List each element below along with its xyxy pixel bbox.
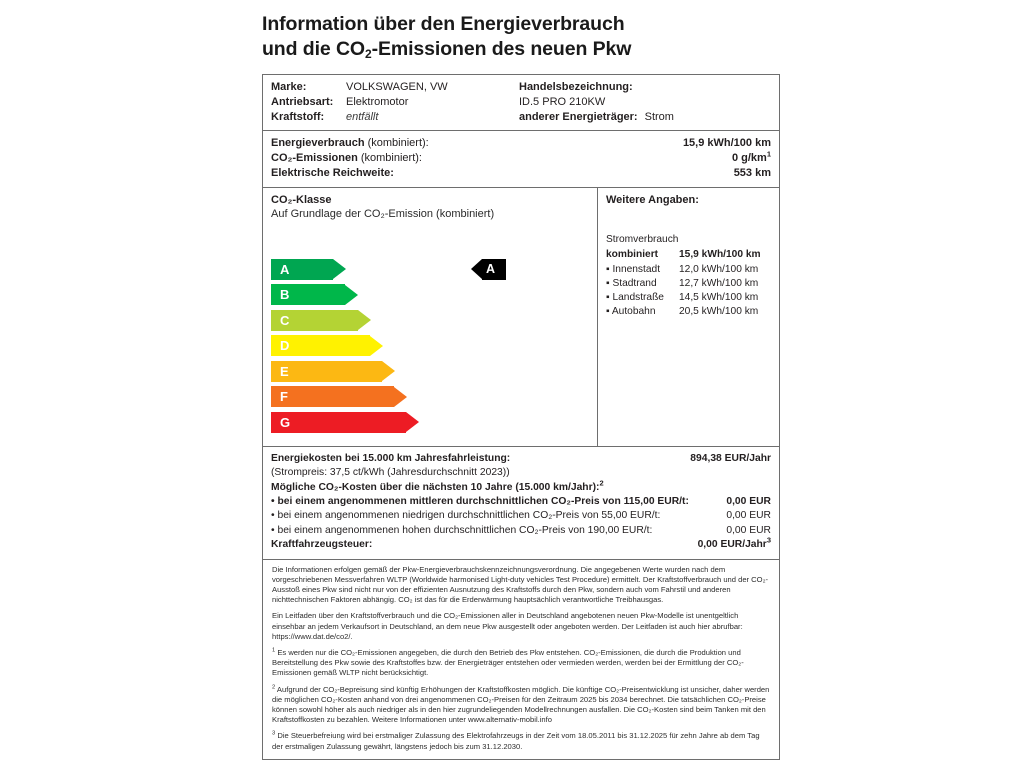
co2-cost-label: • bei einem angenommenen mittleren durchschnittlichen CO₂-Preis von 115,00 EUR/t: [271, 496, 689, 507]
marker-arrow-tip [471, 259, 482, 279]
bar-body [271, 412, 406, 433]
consumption-label [271, 151, 422, 166]
further-info-value: 14,5 kWh/100 km [679, 292, 759, 304]
title-line-2-part-b: -Emissionen des neuen Pkw [371, 38, 632, 60]
further-info-key: ▪ Autobahn [606, 306, 656, 318]
further-info-row [606, 277, 771, 291]
further-info-row [606, 248, 771, 262]
consumption-value: 553 km [733, 166, 771, 179]
further-info-value: 12,7 kWh/100 km [679, 277, 759, 289]
bar-arrow-tip [382, 361, 395, 381]
co2-class-bar-row [271, 361, 591, 382]
footnote-marker: 2 [599, 478, 604, 488]
page-title [262, 12, 782, 64]
consumption-row [271, 136, 771, 151]
bar-body [271, 310, 358, 331]
energietraeger-label: anderer Energieträger: [519, 110, 638, 123]
further-info-key: ▪ Stadtrand [606, 277, 657, 289]
electricity-price-note-row [271, 466, 771, 480]
further-info-key: ▪ Landstraße [606, 292, 664, 304]
footnote-1-text: Es werden nur die CO₂-Emissionen angegeben, die durch den Betrieb des Pkw entstehen. CO₂-Emissionen, die durch die Produktion und Bereitstellung des Pkw sowie des Kraftstoffes bzw. der Energieträger entstehen oder vermieden werden, werden bei der Ermittlung der CO₂-Emissionen gemäß WLTP nicht berücksichtigt. [272, 648, 744, 678]
marker-letter: A [486, 262, 496, 277]
consumption-label-bold: Elektrische Reichweite: [271, 166, 394, 179]
co2-cost-label: • bei einem angenommenen hohen durchschnittlichen CO₂-Preis von 190,00 EUR/t: [271, 524, 653, 536]
vehicle-identity-section [263, 75, 779, 131]
title-line-2 [262, 37, 782, 64]
further-info-title: Weitere Angaben: [606, 193, 699, 206]
co2-class-bar-f [271, 386, 591, 407]
bar-letter: E [280, 363, 289, 379]
identity-marke [271, 80, 519, 95]
co2-class-bar-e [271, 361, 591, 382]
further-info-row [606, 263, 771, 277]
bar-letter: G [280, 414, 291, 430]
bar-letter: B [280, 287, 290, 303]
consumption-row [271, 151, 771, 166]
co2-class-panel [263, 188, 598, 446]
further-info-key: ▪ Innenstadt [606, 263, 661, 275]
identity-energietraeger [519, 110, 771, 125]
co2-class-bar-c [271, 310, 591, 331]
co2-cost-label: • bei einem angenommenen niedrigen durchschnittlichen CO₂-Preis von 55,00 EUR/t: [271, 510, 661, 522]
footnote-marker: 3 [766, 535, 771, 545]
fineprint-paragraph-1: Die Informationen erfolgen gemäß der Pkw-Energieverbrauchskennzeichnungsverordnung. Die angegebenen Werte wurden nach dem vorgeschriebenen Messverfahren WLTP (Worldwide harmonised Light-duty vehicles Test Procedure) ermittelt. Der Kraftstoffverbrauch und der CO₂-Ausstoß eines Pkw sind nicht nur von der effizienten Ausnutzung des Kraftstoffs durch den Pkw, sondern auch vom Fahrstil und anderen nichttechnischen Faktoren abhängig. CO₂ ist das für die Erderwärmung hauptsächlich verantwortliche Treibhausgas. [272, 564, 769, 605]
co2-cost-value: 0,00 EUR [726, 510, 771, 522]
co2-cost-heading-text: Mögliche CO₂-Kosten über die nächsten 10 Jahre (15.000 km/Jahr): [271, 481, 600, 493]
further-info-key: kombiniert [606, 249, 659, 261]
co2-cost-value: 0,00 EUR [726, 496, 771, 507]
consumption-row [271, 166, 771, 181]
further-info-subtitle: Stromverbrauch [606, 234, 679, 246]
bar-body [271, 284, 345, 305]
co2-class-bar-chart [271, 259, 591, 438]
bar-arrow-tip [394, 387, 407, 407]
vehicle-tax-label: Kraftfahrzeugsteuer: [271, 539, 373, 551]
footnote-3-text: Die Steuerbefreiung wird bei erstmaliger Zulassung des Elektrofahrzeugs in der Zeit vom 18.05.2011 bis 31.12.2025 für zehn Jahre ab dem Tag der erstmaligen Zulassung gewährt, längstens jedoch bis zum 31.12.2030. [272, 731, 760, 751]
marker-body [482, 259, 506, 280]
marke-label: Marke: [271, 81, 307, 93]
co2-class-bar-row [271, 284, 591, 305]
consumption-value-text: 0 g/km [731, 152, 767, 165]
co2-class-bar-row [271, 412, 591, 433]
co2-class-bar-b [271, 284, 591, 305]
consumption-value [732, 151, 771, 166]
identity-row-3 [271, 110, 771, 125]
co2-class-section [263, 188, 779, 447]
bar-arrow-tip [406, 412, 419, 432]
further-info-value: 20,5 kWh/100 km [679, 306, 759, 318]
co2-class-bar-row [271, 386, 591, 407]
consumption-label-bold: Energieverbrauch [271, 137, 365, 150]
identity-kraftstoff [271, 110, 519, 125]
energy-cost-value: 894,38 EUR/Jahr [690, 452, 771, 464]
antriebsart-label: Antriebsart: [271, 95, 334, 108]
co2-cost-row [271, 524, 771, 538]
co2-class-subtitle: Auf Grundlage der CO₂-Emission (kombiniert) [271, 208, 495, 221]
kraftstoff-label: Kraftstoff: [271, 110, 325, 123]
footnote-marker: 1 [766, 149, 771, 159]
co2-cost-heading-row [271, 478, 771, 495]
electricity-price-note: (Strompreis: 37,5 ct/kWh (Jahresdurchschnitt 2023)) [271, 467, 510, 479]
bar-body [271, 386, 394, 407]
co2-class-bar-d [271, 335, 591, 356]
bar-arrow-tip [370, 336, 383, 356]
bar-letter: F [280, 389, 288, 405]
footnote-marker: 1 [272, 647, 276, 654]
co2-class-bar-a [271, 259, 591, 280]
bar-arrow-tip [333, 259, 346, 279]
bar-arrow-tip [345, 285, 358, 305]
identity-antriebsart [271, 95, 519, 110]
title-co2-subscript: 2 [365, 47, 372, 61]
identity-row-1 [271, 80, 771, 95]
consumption-label [271, 166, 394, 181]
title-line-2-part-a: und die CO [262, 38, 365, 60]
footnote-marker: 2 [272, 684, 276, 691]
co2-cost-row [271, 495, 771, 509]
further-info-value: 12,0 kWh/100 km [679, 263, 759, 275]
co2-cost-value: 0,00 EUR [726, 524, 771, 536]
energietraeger-value: Strom [644, 110, 674, 123]
co2-class-bar-row [271, 310, 591, 331]
bar-letter: C [280, 312, 290, 328]
energy-cost-label: Energiekosten bei 15.000 km Jahresfahrleistung: [271, 452, 511, 464]
fineprint-footnote-2 [272, 685, 770, 726]
consumption-label-norm: (kombiniert): [357, 152, 422, 165]
costs-section [263, 447, 779, 560]
handelsbezeichnung-value: ID.5 PRO 210KW [519, 95, 606, 108]
co2-class-bar-row [271, 335, 591, 356]
co2-class-bar-row [271, 259, 591, 280]
consumption-section [263, 131, 779, 187]
bar-body [271, 361, 382, 382]
consumption-value: 15,9 kWh/100 km [682, 137, 771, 150]
marke-value: VOLKSWAGEN, VW [346, 81, 448, 93]
fineprint-footnote-3 [272, 731, 770, 751]
footnote-marker: 3 [272, 730, 276, 737]
identity-row-2 [271, 95, 771, 110]
further-info-list [606, 248, 771, 319]
further-info-row [606, 291, 771, 305]
footnote-2-text: Aufgrund der CO₂-Bepreisung sind künftig Erhöhungen der Kraftstoffkosten möglich. Die künftige CO₂-Preisentwicklung ist unsicher, daher werden die möglichen CO₂-Kosten anhand von drei angenommenen CO₂-Preisen für den Zeitraum 2025 bis 2034 berechnet. Die tatsächlichen CO₂-Preise können sowohl höher als auch niedriger als in den hier zugrundeliegenden Modellrechnungen ausfallen. Die CO₂-Kosten sind beim Tanken mit den Kraftstoffkosten zu bezahlen. Weitere Informationen unter www.alternativ-mobil.info [272, 684, 770, 725]
bar-arrow-tip [358, 310, 371, 330]
title-line-1: Information über den Energieverbrauch [262, 13, 625, 35]
fineprint-paragraph-2: Ein Leitfaden über den Kraftstoffverbrauch und die CO₂-Emissionen aller in Deutschland angebotenen neuen Pkw-Modelle ist unentgeltlich einsehbar an jedem Verkaufsort in Deutschland, an dem neue Pkw ausgestellt oder angeboten werden. Der Leitfaden ist auch hier abrufbar: https://www.dat.de/co2/. [272, 611, 743, 641]
selected-class-marker [471, 259, 506, 280]
co2-class-title: CO₂-Klasse [271, 193, 332, 206]
bar-letter: A [280, 261, 290, 277]
further-info-row [606, 305, 771, 319]
further-info-panel [598, 188, 779, 446]
identity-handelsbezeichnung-value-row [519, 95, 771, 110]
antriebsart-value: Elektromotor [346, 95, 409, 108]
handelsbezeichnung-label: Handelsbezeichnung: [519, 81, 633, 93]
vehicle-tax-row [271, 535, 771, 552]
consumption-label-norm: (kombiniert): [364, 137, 429, 150]
co2-cost-row [271, 509, 771, 523]
bar-letter: D [280, 338, 290, 354]
bar-body [271, 259, 333, 280]
co2-cost-heading [271, 478, 604, 495]
kraftstoff-value: entfällt [346, 110, 379, 123]
co2-class-bar-g [271, 412, 591, 433]
identity-handelsbezeichnung-label-row [519, 80, 771, 95]
vehicle-tax-value [697, 535, 771, 552]
fineprint-section [263, 560, 779, 759]
bar-body [271, 335, 370, 356]
further-info-value: 15,9 kWh/100 km [679, 249, 761, 261]
fineprint-footnote-1 [272, 648, 770, 679]
consumption-label [271, 136, 429, 151]
consumption-label-bold: CO₂-Emissionen [271, 152, 358, 165]
vehicle-tax-value-text: 0,00 EUR/Jahr [697, 539, 767, 551]
label-frame [262, 74, 780, 760]
energy-cost-row [271, 452, 771, 466]
